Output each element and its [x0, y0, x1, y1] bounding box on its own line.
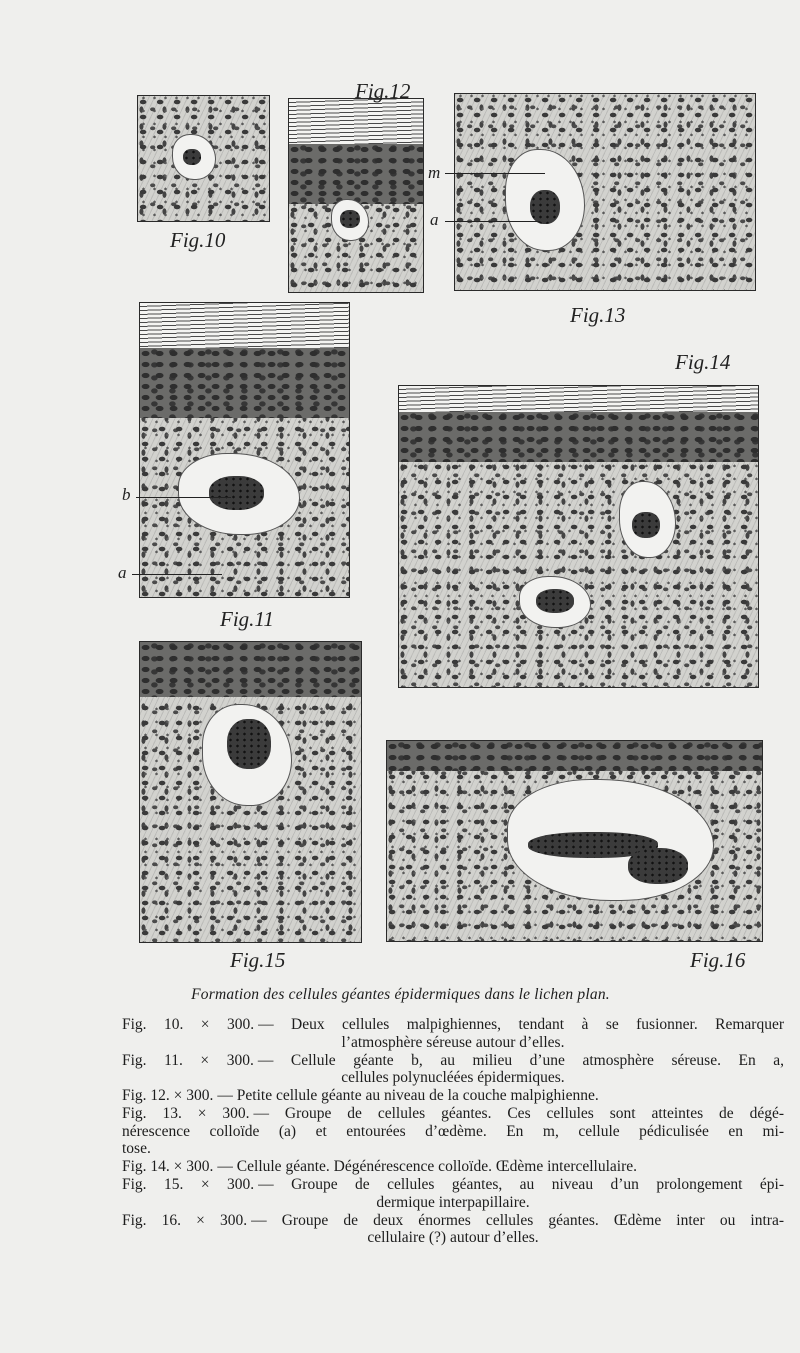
fig-11-marker-a: a: [118, 563, 127, 582]
fig-13-marker-m: m: [428, 163, 441, 182]
legend-fig-number: Fig. 12. × 300.: [122, 1087, 214, 1104]
legend-text: — Groupe de cellules géantes, au niveau d’un prolongement épi-: [258, 1176, 784, 1193]
fig-15-plate: [139, 641, 362, 943]
legend-entry-fig-13: [122, 1105, 784, 1158]
legend-text: — Groupe de cellules géantes. Ces cellules sont atteintes de dégé-: [253, 1105, 784, 1122]
legend-entry-fig-11: [122, 1052, 784, 1087]
fig-15-label: Fig.15: [230, 948, 286, 972]
fig-10-plate: [137, 95, 270, 222]
legend-continuation: l’atmosphère séreuse autour d’elles.: [341, 1033, 565, 1051]
legend-entry-fig-15: [122, 1176, 784, 1211]
legend-text: — Cellule géante. Dégénérescence colloïde. Œdème intercellulaire.: [217, 1158, 638, 1175]
fig-11-leader-a: [132, 574, 222, 575]
legend-entry-fig-14: [122, 1158, 784, 1176]
legend-text: — Deux cellules malpighiennes, tendant à se fusionner. Remarquer: [258, 1016, 784, 1033]
legend-entry-fig-16: [122, 1212, 784, 1247]
fig-11-leader-b: [136, 497, 231, 498]
legend-fig-number: Fig. 16. × 300.: [122, 1211, 248, 1229]
legend-continuation: dermique interpapillaire.: [376, 1193, 530, 1211]
fig-12-label: Fig.12: [355, 79, 411, 103]
legend-fig-number: Fig. 15. × 300.: [122, 1176, 255, 1193]
legend-continuation: cellulaire (?) autour d’elles.: [367, 1229, 539, 1246]
legend-fig-number: Fig. 10. × 300.: [122, 1016, 255, 1033]
fig-13-marker-a: a: [430, 210, 439, 229]
fig-16-label: Fig.16: [690, 948, 746, 972]
fig-12-plate: [288, 98, 424, 293]
fig-13-leader-m: [445, 173, 545, 174]
fig-14-label: Fig.14: [675, 350, 731, 374]
fig-10-label: Fig.10: [170, 228, 226, 252]
plate-caption: Formation des cellules géantes épidermiques dans le lichen plan.: [191, 986, 610, 1003]
fig-11-label: Fig.11: [220, 607, 274, 631]
legend-continuation: cellules polynucléées épidermiques.: [341, 1069, 565, 1086]
legend-continuation: nérescence colloïde (a) et entourées d’œdème. En m, cellule pédiculisée en mi-: [122, 1122, 784, 1140]
fig-11-plate: [139, 302, 350, 598]
legend-text: — Petite cellule géante au niveau de la couche malpighienne.: [217, 1087, 599, 1104]
legend-entry-fig-10: [122, 1016, 784, 1051]
fig-13-plate: [454, 93, 756, 291]
legend-fig-number: Fig. 14. × 300.: [122, 1158, 214, 1175]
legend-text: — Groupe de deux énormes cellules géantes. Œdème inter ou intra-: [251, 1211, 784, 1229]
fig-11-marker-b: b: [122, 485, 131, 504]
legend-text: — Cellule géante b, au milieu d’une atmosphère séreuse. En a,: [257, 1051, 784, 1069]
fig-13-leader-a: [445, 221, 540, 222]
figure-legend: [122, 1016, 784, 1247]
legend-fig-number: Fig. 11. × 300.: [122, 1051, 254, 1069]
fig-13-label: Fig.13: [570, 303, 626, 327]
fig-16-plate: [386, 740, 763, 942]
legend-fig-number: Fig. 13. × 300.: [122, 1105, 250, 1122]
legend-continuation: tose.: [122, 1140, 151, 1157]
legend-entry-fig-12: [122, 1087, 784, 1105]
fig-14-plate: [398, 385, 759, 688]
